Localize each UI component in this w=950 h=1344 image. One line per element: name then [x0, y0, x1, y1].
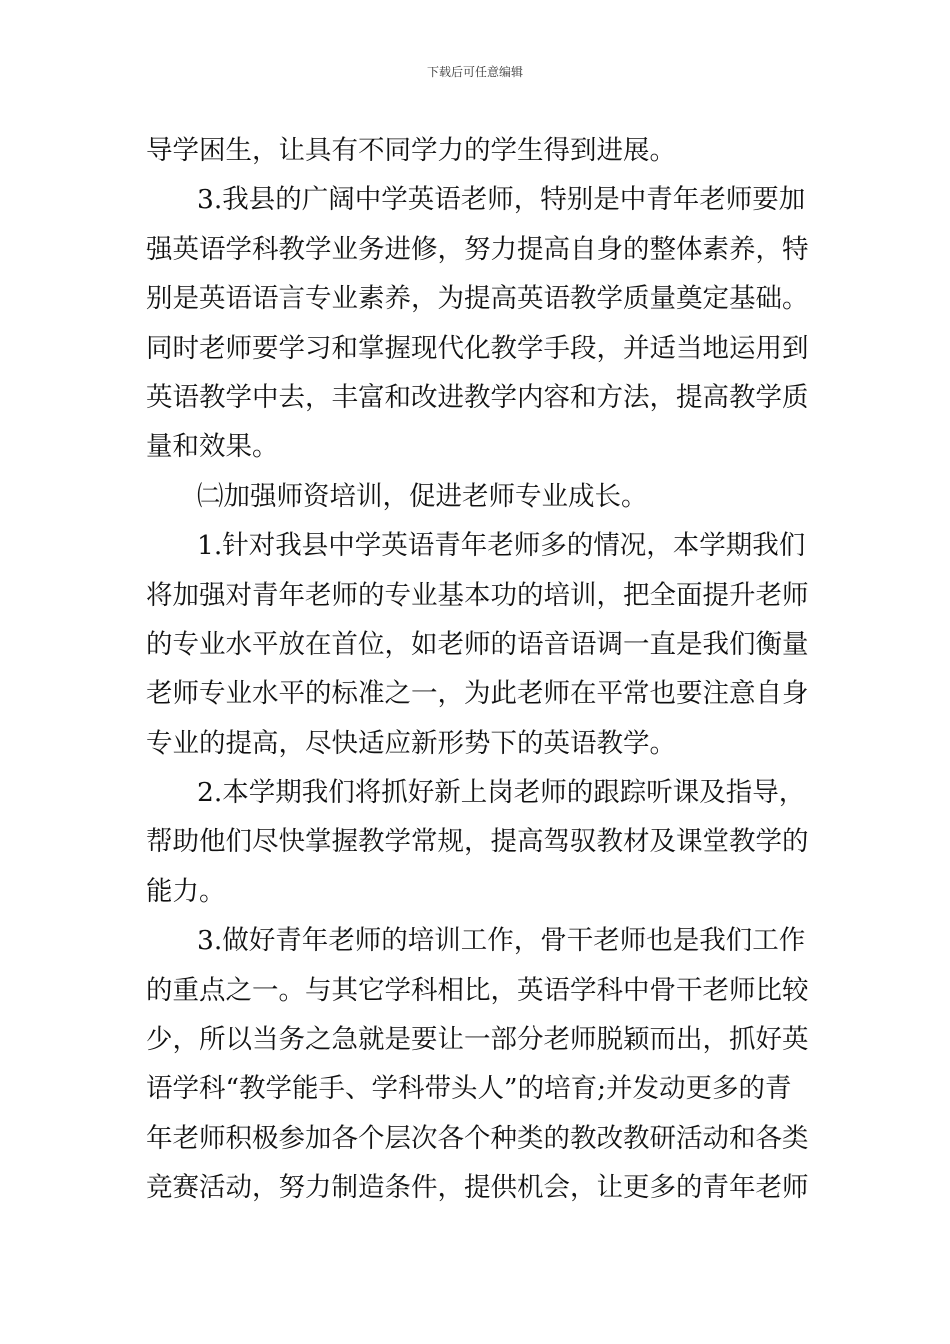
text-line: 别是英语语言专业素养，为提高英语教学质量奠定基础。	[146, 283, 809, 315]
text-line: 能力。	[146, 875, 226, 907]
text-line: 3.做好青年老师的培训工作，骨干老师也是我们工作	[197, 925, 806, 957]
text-line: 量和效果。	[146, 431, 279, 463]
page-header: 下载后可任意编辑	[426, 65, 523, 79]
text-line: 强英语学科教学业务进修，努力提高自身的整体素养，特	[146, 233, 809, 265]
text-line: 2.本学期我们将抓好新上岗老师的跟踪听课及指导，	[197, 777, 806, 809]
text-line: 老师专业水平的标准之一，为此老师在平常也要注意自身	[146, 678, 809, 710]
text-line: 少，所以当务之急就是要让一部分老师脱颖而出，抓好英	[146, 1024, 809, 1056]
text-line: 英语教学中去，丰富和改进教学内容和方法，提高教学质	[146, 381, 809, 413]
text-line: 语学科“教学能手、学科带头人”的培育;并发动更多的青	[146, 1073, 792, 1105]
text-line: 年老师积极参加各个层次各个种类的教改教研活动和各类	[146, 1122, 809, 1154]
text-line: 专业的提高，尽快适应新形势下的英语教学。	[146, 727, 676, 759]
document-body	[146, 126, 808, 1213]
text-line: 1.针对我县中学英语青年老师多的情况，本学期我们	[197, 530, 806, 562]
text-line: 将加强对青年老师的专业基本功的培训，把全面提升老师	[146, 579, 809, 611]
text-line: 同时老师要学习和掌握现代化教学手段，并适当地运用到	[146, 332, 809, 364]
text-line: 帮助他们尽快掌握教学常规，提高驾驭教材及课堂教学的	[146, 826, 809, 858]
text-line: 的专业水平放在首位，如老师的语音语调一直是我们衡量	[146, 628, 809, 660]
text-line: 导学困生，让具有不同学力的学生得到进展。	[146, 135, 676, 166]
section-heading: ㈡加强师资培训，促进老师专业成长。	[197, 480, 648, 512]
text-line: 的重点之一。与其它学科相比，英语学科中骨干老师比较	[146, 974, 809, 1006]
text-line: 3.我县的广阔中学英语老师，特别是中青年老师要加	[197, 184, 806, 216]
text-line: 竞赛活动，努力制造条件，提供机会，让更多的青年老师	[146, 1172, 809, 1204]
